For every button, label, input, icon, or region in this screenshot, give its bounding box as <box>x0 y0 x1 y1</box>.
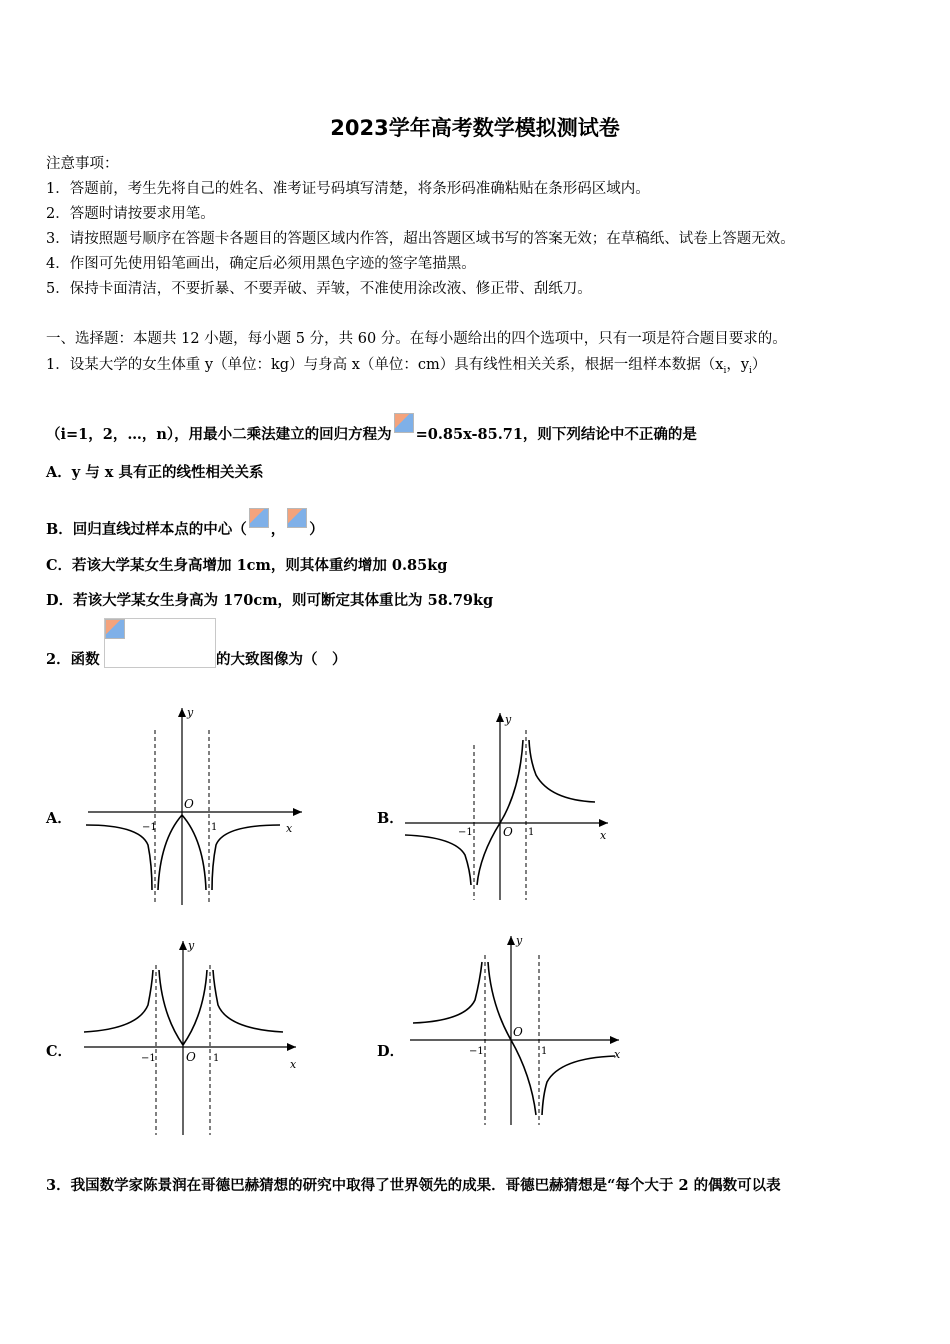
tick-neg1: −1 <box>458 827 473 838</box>
notice-item: 4．作图可先使用铅笔画出，确定后必须用黑色字迹的签字笔描黑。 <box>46 256 476 272</box>
curve-left <box>84 970 153 1032</box>
q1-option-c[interactable]: C．若该大学某女生身高增加 1cm，则其体重约增加 0.85kg <box>46 557 448 574</box>
y-axis-arrow-icon <box>496 713 504 722</box>
origin-label: O <box>503 825 513 839</box>
y-axis-arrow-icon <box>507 936 515 945</box>
notice-item: 5．保持卡面清洁，不要折暴、不要弄破、弄皱，不准使用涂改液、修正带、刮纸刀。 <box>46 281 592 297</box>
curve-left <box>413 962 482 1023</box>
q2-option-d-label[interactable]: D． <box>377 1043 405 1060</box>
x-bar-image-icon <box>249 508 269 528</box>
y-bar-image-icon <box>287 508 307 528</box>
curve-right <box>212 825 280 890</box>
tick-neg1: −1 <box>141 1053 156 1064</box>
q2-option-c-label[interactable]: C． <box>46 1043 73 1060</box>
notice-item: 1．答题前，考生先将自己的姓名、准考证号码填写清楚，将条形码准确粘贴在条形码区域内。 <box>46 181 650 197</box>
x-label: x <box>286 822 293 835</box>
origin-label: O <box>184 797 194 811</box>
q3-stem: 3．我国数学家陈景润在哥德巴赫猜想的研究中取得了世界领先的成果．哥德巴赫猜想是“每个大于 2 的偶数可以表 <box>46 1177 781 1194</box>
y-label: y <box>505 713 512 726</box>
tick-neg1: −1 <box>142 822 157 833</box>
tick-pos1: 1 <box>528 827 535 838</box>
y-label: y <box>187 706 194 719</box>
curve-left <box>405 835 471 885</box>
tick-neg1: −1 <box>469 1046 484 1057</box>
x-axis-arrow-icon <box>293 808 302 816</box>
x-axis-arrow-icon <box>610 1036 619 1044</box>
function-formula-image <box>104 618 216 668</box>
regression-y-hat-image-icon <box>394 413 414 433</box>
section-heading: 一、选择题：本题共 12 小题，每小题 5 分，共 60 分。在每小题给出的四个选项中，只有一项是符合题目要求的。 <box>46 331 787 347</box>
origin-label: O <box>513 1025 523 1039</box>
q2-stem-a: 2．函数 <box>46 651 100 668</box>
x-label: x <box>600 829 607 842</box>
q2-option-a-label[interactable]: A． <box>46 810 72 827</box>
x-label: x <box>614 1048 621 1061</box>
tick-pos1: 1 <box>211 822 218 833</box>
notice-item: 3．请按照题号顺序在答题卡各题目的答题区域内作答，超出答题区域书写的答案无效；在草稿纸、试卷上答题无效。 <box>46 231 795 247</box>
origin-label: O <box>186 1050 196 1064</box>
y-axis-arrow-icon <box>178 708 186 717</box>
x-axis-arrow-icon <box>287 1043 296 1051</box>
q1-stem-line1: 1．设某大学的女生体重 y（单位：kg）与身高 x（单位：cm）具有线性相关关系，根据一组样本数据（$x_i$，$y_i$） <box>46 357 767 376</box>
curve-right <box>529 740 595 802</box>
q2-option-b-label[interactable]: B． <box>377 810 404 827</box>
curve-left <box>86 825 152 890</box>
notice-item: 2．答题时请按要求用笔。 <box>46 206 215 222</box>
graph-option-a[interactable] <box>80 700 310 910</box>
graph-option-c[interactable] <box>78 935 308 1140</box>
graph-option-d[interactable] <box>405 930 627 1130</box>
q1-stem-line2: （i=1，2，…，n），用最小二乘法建立的回归方程为 =0.85x-85.71，则下列结论中不正确的是 <box>46 413 697 444</box>
curve-right <box>213 970 283 1032</box>
graph-option-b[interactable] <box>400 705 615 905</box>
y-axis-arrow-icon <box>179 941 187 950</box>
curve-middle <box>488 962 536 1115</box>
x-axis-arrow-icon <box>599 819 608 827</box>
tick-pos1: 1 <box>541 1046 548 1057</box>
broken-image-icon <box>105 619 125 639</box>
q2-stem-b: 的大致图像为（ ） <box>216 651 347 668</box>
q1-option-b[interactable]: B．回归直线过样本点的中心（ ， ） <box>46 508 324 539</box>
tick-pos1: 1 <box>213 1053 220 1064</box>
q1-option-d[interactable]: D．若该大学某女生身高为 170cm，则可断定其体重比为 58.79kg <box>46 592 494 609</box>
curve-right <box>542 1056 615 1115</box>
x-label: x <box>290 1058 297 1071</box>
q1-option-a[interactable]: A．y 与 x 具有正的线性相关关系 <box>46 464 264 481</box>
notice-heading: 注意事项： <box>46 156 119 172</box>
page-title: 2023学年高考数学模拟测试卷 <box>330 116 620 140</box>
y-label: y <box>516 934 523 947</box>
y-label: y <box>188 939 195 952</box>
